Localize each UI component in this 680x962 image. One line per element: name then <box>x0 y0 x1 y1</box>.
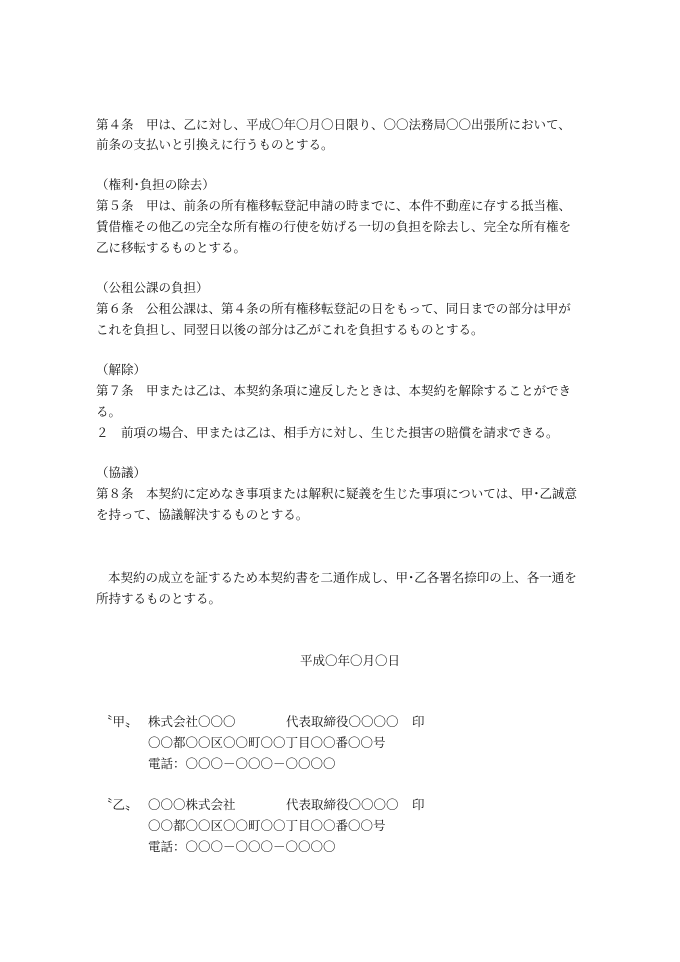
party-otsu-address: 〇〇都〇〇区〇〇町〇〇丁目〇〇番〇〇号 <box>148 818 386 833</box>
party-otsu-company: 〇〇〇株式会社 <box>148 797 236 812</box>
article-7-paragraph-2: ２ 前項の場合、甲または乙は、相手方に対し、生じた損害の賠償を請求できる。 <box>96 425 559 440</box>
party-otsu-seal: 印 <box>412 797 425 812</box>
party-otsu-phone: 電話：〇〇〇－〇〇〇－〇〇〇〇 <box>148 839 336 854</box>
article-4-line-2: 前条の支払いと引換えに行うものとする。 <box>96 137 334 152</box>
contract-date: 平成〇年〇月〇日 <box>300 653 401 668</box>
party-otsu-mark: 〝乙〟 <box>100 797 138 812</box>
closing-line-2: 所持するものとする。 <box>96 591 222 606</box>
article-8-line-1: 第８条 本契約に定めなき事項または解釈に疑義を生じた事項については、甲･乙誠意 <box>96 486 578 501</box>
party-kou-phone: 電話：〇〇〇－〇〇〇－〇〇〇〇 <box>148 756 336 771</box>
article-8-heading: （協議） <box>96 465 147 480</box>
article-6-line-2: これを負担し、同翌日以後の部分は乙がこれを負担するものとする。 <box>96 322 484 337</box>
party-kou-address: 〇〇都〇〇区〇〇町〇〇丁目〇〇番〇〇号 <box>148 735 386 750</box>
closing-line-1: 本契約の成立を証するため本契約書を二通作成し、甲･乙各署名捺印の上、各一通を <box>108 570 577 585</box>
article-5-line-1: 第５条 甲は、前条の所有権移転登記申請の時までに、本件不動産に存する抵当権、 <box>96 198 572 213</box>
article-5-heading: （権利･負担の除去） <box>96 177 215 192</box>
party-kou-representative: 代表取締役〇〇〇〇 <box>286 714 399 729</box>
article-6-heading: （公租公課の負担） <box>96 280 209 295</box>
article-8-line-2: を持って、協議解決するものとする。 <box>96 507 309 522</box>
party-kou-seal: 印 <box>412 714 425 729</box>
article-4-line-1: 第４条 甲は、乙に対し、平成〇年〇月〇日限り、〇〇法務局〇〇出張所において、 <box>96 117 571 132</box>
article-7-heading: （解除） <box>96 362 147 377</box>
party-kou-company: 株式会社〇〇〇 <box>148 714 236 729</box>
party-otsu-representative: 代表取締役〇〇〇〇 <box>286 797 399 812</box>
article-5-line-3: 乙に移転するものとする。 <box>96 240 247 255</box>
article-5-line-2: 賃借権その他乙の完全な所有権の行使を妨げる一切の負担を除去し、完全な所有権を <box>96 219 572 234</box>
party-kou-mark: 〝甲〟 <box>100 714 138 729</box>
article-7-line-1: 第７条 甲または乙は、本契約条項に違反したときは、本契約を解除することができ <box>96 383 572 398</box>
article-6-line-1: 第６条 公租公課は、第４条の所有権移転登記の日をもって、同日までの部分は甲が <box>96 301 571 316</box>
article-7-line-2: る。 <box>96 404 122 419</box>
